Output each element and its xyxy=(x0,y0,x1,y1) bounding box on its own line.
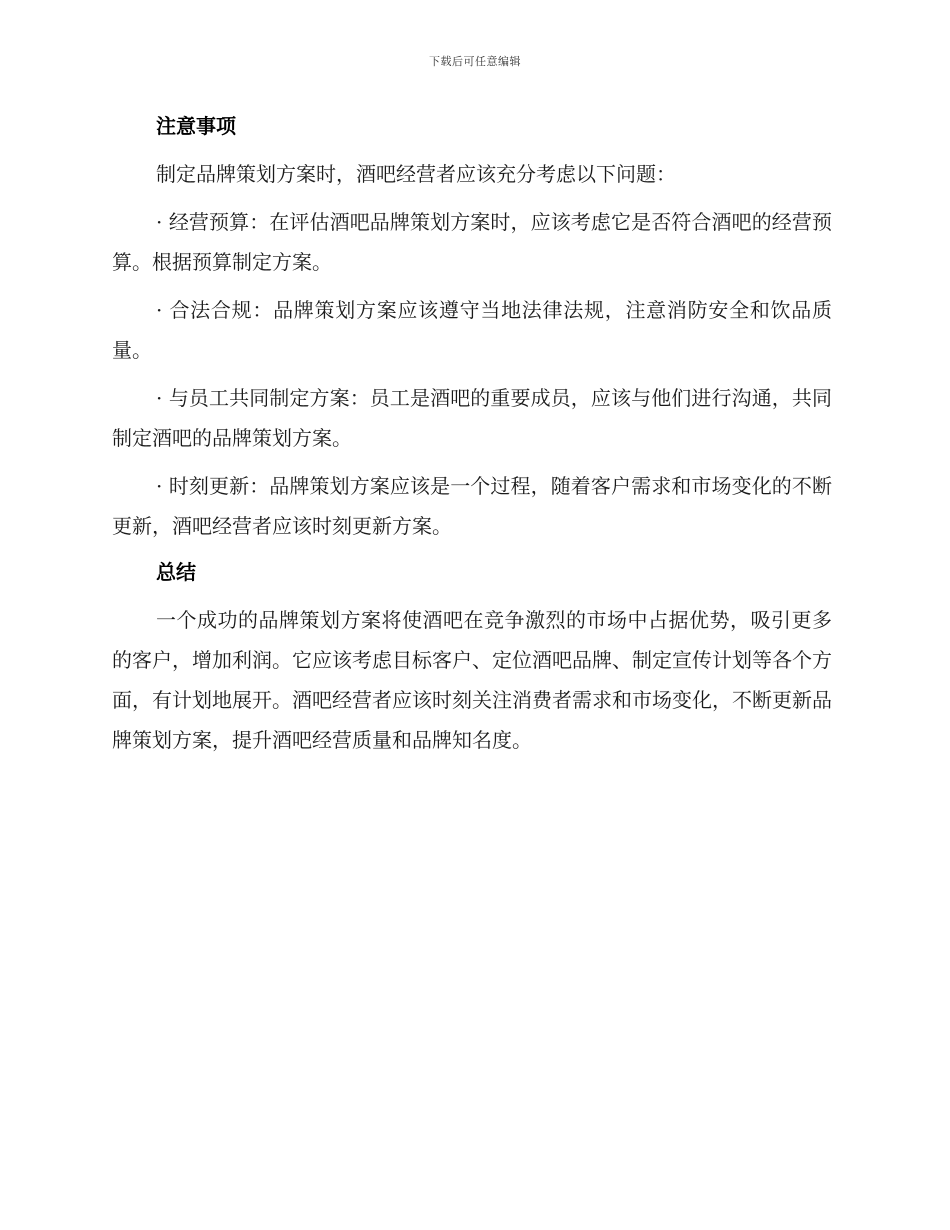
paragraph-intro: 制定品牌策划方案时，酒吧经营者应该充分考虑以下问题： xyxy=(156,162,676,186)
bullet-update: · 时刻更新：品牌策划方案应该是一个过程，随着客户需求和市场变化的不断更新，酒吧经营者应该时刻更新方案。 xyxy=(112,474,832,538)
section-heading-summary: 总结 xyxy=(156,560,196,584)
bullet-compliance: · 合法合规：品牌策划方案应该遵守当地法律法规，注意消防安全和饮品质量。 xyxy=(112,298,832,362)
page-header: 下载后可任意编辑 xyxy=(429,55,521,68)
section-heading-notes: 注意事项 xyxy=(156,114,236,138)
bullet-budget: · 经营预算：在评估酒吧品牌策划方案时，应该考虑它是否符合酒吧的经营预算。根据预算制定方案。 xyxy=(112,210,832,274)
document-body xyxy=(112,108,832,768)
bullet-staff: · 与员工共同制定方案：员工是酒吧的重要成员，应该与他们进行沟通，共同制定酒吧的品牌策划方案。 xyxy=(112,386,832,450)
paragraph-summary: 一个成功的品牌策划方案将使酒吧在竞争激烈的市场中占据优势，吸引更多的客户，增加利润。它应该考虑目标客户、定位酒吧品牌、制定宣传计划等各个方面，有计划地展开。酒吧经营者应该时刻关注消费者需求和市场变化，不断更新品牌策划方案，提升酒吧经营质量和品牌知名度。 xyxy=(112,608,832,752)
